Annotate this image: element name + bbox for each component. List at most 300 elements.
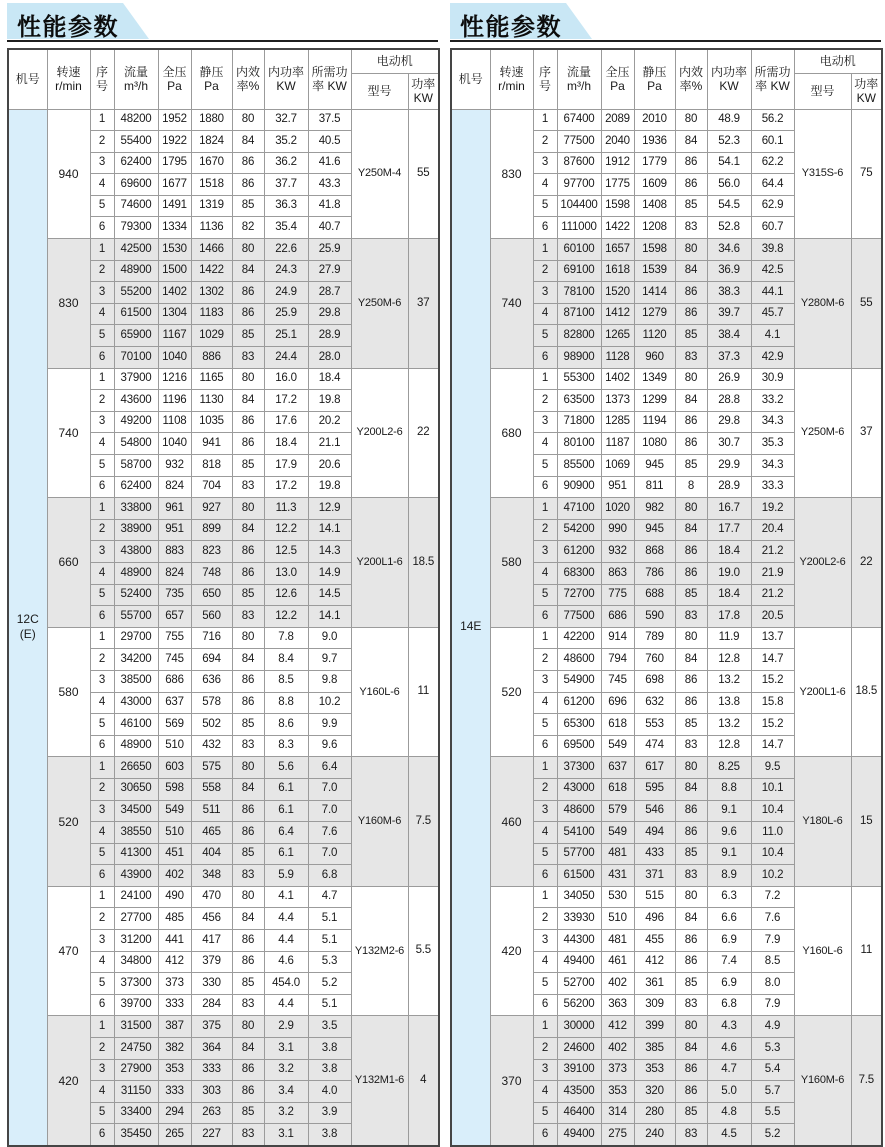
cell-static-pressure: 465 (191, 822, 232, 844)
cell-total-pressure: 363 (601, 994, 634, 1016)
cell-efficiency: 83 (675, 735, 707, 757)
cell-total-pressure: 402 (601, 973, 634, 995)
cell-speed: 520 (47, 757, 90, 887)
section-title: 性能参数 (17, 14, 119, 41)
cell-static-pressure: 823 (191, 541, 232, 563)
cell-speed: 830 (47, 239, 90, 369)
cell-efficiency: 80 (232, 627, 264, 649)
cell-motor-model: Y250M-4 (351, 109, 408, 239)
cell-static-pressure: 704 (191, 476, 232, 498)
cell-required-power: 3.8 (308, 1059, 351, 1081)
cell-static-pressure: 694 (191, 649, 232, 671)
cell-internal-power: 30.7 (707, 433, 751, 455)
cell-required-power: 64.4 (751, 174, 794, 196)
cell-static-pressure: 1349 (634, 368, 675, 390)
cell-internal-power: 7.4 (707, 951, 751, 973)
cell-efficiency: 84 (675, 519, 707, 541)
cell-total-pressure: 657 (158, 606, 191, 628)
cell-motor-power: 22 (408, 368, 439, 498)
cell-efficiency: 80 (232, 886, 264, 908)
cell-required-power: 3.8 (308, 1124, 351, 1146)
cell-flow: 33930 (557, 908, 601, 930)
cell-internal-power: 29.8 (707, 411, 751, 433)
col-header-required-power: 所需功 率 KW (308, 49, 351, 109)
cell-flow: 48900 (114, 735, 158, 757)
cell-speed: 470 (47, 886, 90, 1016)
cell-required-power: 5.1 (308, 908, 351, 930)
cell-flow: 61500 (114, 303, 158, 325)
cell-flow: 48900 (114, 260, 158, 282)
cell-efficiency: 86 (232, 433, 264, 455)
cell-seq: 4 (90, 562, 114, 584)
cell-efficiency: 83 (232, 994, 264, 1016)
cell-static-pressure: 1080 (634, 433, 675, 455)
cell-total-pressure: 402 (158, 865, 191, 887)
cell-required-power: 5.3 (751, 1038, 794, 1060)
cell-seq: 5 (90, 195, 114, 217)
cell-required-power: 14.7 (751, 735, 794, 757)
cell-flow: 49400 (557, 951, 601, 973)
cell-required-power: 14.1 (308, 606, 351, 628)
cell-seq: 6 (90, 606, 114, 628)
cell-required-power: 37.5 (308, 109, 351, 131)
cell-seq: 1 (533, 757, 557, 779)
cell-required-power: 14.5 (308, 584, 351, 606)
cell-total-pressure: 412 (158, 951, 191, 973)
cell-static-pressure: 240 (634, 1124, 675, 1146)
cell-static-pressure: 1824 (191, 131, 232, 153)
cell-internal-power: 8.6 (264, 714, 308, 736)
cell-efficiency: 86 (675, 1081, 707, 1103)
cell-static-pressure: 941 (191, 433, 232, 455)
cell-motor-model: Y160L-6 (351, 627, 408, 757)
cell-total-pressure: 1108 (158, 411, 191, 433)
table-row (451, 757, 882, 779)
table-row (8, 886, 439, 908)
cell-internal-power: 36.3 (264, 195, 308, 217)
cell-internal-power: 6.9 (707, 930, 751, 952)
cell-efficiency: 86 (675, 692, 707, 714)
cell-static-pressure: 433 (634, 843, 675, 865)
cell-flow: 26650 (114, 757, 158, 779)
cell-total-pressure: 373 (158, 973, 191, 995)
cell-seq: 3 (90, 800, 114, 822)
table-row (451, 1016, 882, 1038)
cell-internal-power: 38.4 (707, 325, 751, 347)
cell-flow: 34800 (114, 951, 158, 973)
cell-internal-power: 12.8 (707, 649, 751, 671)
cell-flow: 98900 (557, 347, 601, 369)
cell-efficiency: 84 (232, 131, 264, 153)
section-title-block (450, 3, 881, 45)
cell-internal-power: 6.4 (264, 822, 308, 844)
cell-static-pressure: 688 (634, 584, 675, 606)
cell-required-power: 5.1 (308, 994, 351, 1016)
cell-motor-power: 11 (408, 627, 439, 757)
cell-flow: 111000 (557, 217, 601, 239)
cell-flow: 65900 (114, 325, 158, 347)
cell-seq: 5 (533, 325, 557, 347)
cell-static-pressure: 945 (634, 455, 675, 477)
cell-seq: 6 (533, 994, 557, 1016)
cell-motor-power: 18.5 (851, 627, 882, 757)
cell-internal-power: 36.2 (264, 152, 308, 174)
cell-seq: 5 (90, 973, 114, 995)
cell-static-pressure: 379 (191, 951, 232, 973)
cell-flow: 35450 (114, 1124, 158, 1146)
cell-total-pressure: 1187 (601, 433, 634, 455)
cell-internal-power: 39.7 (707, 303, 751, 325)
cell-flow: 34500 (114, 800, 158, 822)
cell-internal-power: 12.5 (264, 541, 308, 563)
col-header-flow: 流量 m³/h (557, 49, 601, 109)
cell-total-pressure: 333 (158, 994, 191, 1016)
col-header-machine: 机号 (8, 49, 47, 109)
col-header-static-pressure: 静压 Pa (634, 49, 675, 109)
cell-seq: 5 (90, 455, 114, 477)
cell-static-pressure: 698 (634, 670, 675, 692)
cell-required-power: 44.1 (751, 282, 794, 304)
cell-static-pressure: 960 (634, 347, 675, 369)
cell-required-power: 40.5 (308, 131, 351, 153)
col-header-motor: 电动机 (794, 49, 882, 73)
col-header-internal-power: 内功率 KW (264, 49, 308, 109)
cell-internal-power: 4.4 (264, 930, 308, 952)
cell-motor-power: 37 (408, 239, 439, 369)
cell-flow: 80100 (557, 433, 601, 455)
cell-seq: 5 (90, 325, 114, 347)
cell-seq: 1 (533, 368, 557, 390)
col-header-seq: 序 号 (90, 49, 114, 109)
cell-total-pressure: 353 (601, 1081, 634, 1103)
col-header-required-power: 所需功 率 KW (751, 49, 794, 109)
cell-flow: 87600 (557, 152, 601, 174)
cell-flow: 62400 (114, 152, 158, 174)
cell-static-pressure: 868 (634, 541, 675, 563)
cell-internal-power: 36.9 (707, 260, 751, 282)
cell-required-power: 12.9 (308, 498, 351, 520)
cell-seq: 3 (533, 670, 557, 692)
performance-table-wrap-12ce (7, 48, 438, 1147)
cell-internal-power: 13.8 (707, 692, 751, 714)
cell-seq: 5 (533, 455, 557, 477)
col-header-seq: 序 号 (533, 49, 557, 109)
cell-efficiency: 8 (675, 476, 707, 498)
cell-internal-power: 25.1 (264, 325, 308, 347)
cell-seq: 4 (90, 174, 114, 196)
cell-required-power: 34.3 (751, 455, 794, 477)
cell-total-pressure: 510 (158, 735, 191, 757)
cell-required-power: 7.6 (751, 908, 794, 930)
cell-required-power: 5.5 (751, 1102, 794, 1124)
cell-seq: 5 (90, 714, 114, 736)
cell-flow: 42200 (557, 627, 601, 649)
cell-motor-model: Y132M1-6 (351, 1016, 408, 1146)
cell-flow: 87100 (557, 303, 601, 325)
cell-seq: 3 (90, 411, 114, 433)
cell-internal-power: 3.2 (264, 1102, 308, 1124)
performance-table (450, 48, 883, 1147)
cell-internal-power: 17.9 (264, 455, 308, 477)
header-row (451, 49, 882, 73)
cell-required-power: 35.3 (751, 433, 794, 455)
cell-flow: 34200 (114, 649, 158, 671)
cell-flow: 41300 (114, 843, 158, 865)
cell-flow: 37300 (114, 973, 158, 995)
cell-efficiency: 86 (675, 303, 707, 325)
cell-total-pressure: 618 (601, 714, 634, 736)
cell-efficiency: 86 (675, 800, 707, 822)
cell-static-pressure: 760 (634, 649, 675, 671)
cell-flow: 55700 (114, 606, 158, 628)
cell-speed: 420 (490, 886, 533, 1016)
cell-internal-power: 18.4 (264, 433, 308, 455)
cell-required-power: 27.9 (308, 260, 351, 282)
cell-total-pressure: 686 (158, 670, 191, 692)
cell-internal-power: 12.8 (707, 735, 751, 757)
cell-internal-power: 38.3 (707, 282, 751, 304)
cell-flow: 31500 (114, 1016, 158, 1038)
cell-efficiency: 80 (675, 627, 707, 649)
cell-static-pressure: 1302 (191, 282, 232, 304)
cell-speed: 520 (490, 627, 533, 757)
cell-flow: 34050 (557, 886, 601, 908)
table-row (451, 109, 882, 131)
cell-efficiency: 86 (675, 282, 707, 304)
cell-internal-power: 25.9 (264, 303, 308, 325)
cell-seq: 6 (90, 1124, 114, 1146)
cell-seq: 2 (533, 778, 557, 800)
cell-seq: 6 (533, 1124, 557, 1146)
cell-efficiency: 86 (232, 411, 264, 433)
cell-internal-power: 54.1 (707, 152, 751, 174)
cell-motor-model: Y250M-6 (794, 368, 851, 498)
cell-seq: 4 (533, 174, 557, 196)
cell-required-power: 7.6 (308, 822, 351, 844)
table-row (8, 1016, 439, 1038)
cell-efficiency: 83 (675, 217, 707, 239)
cell-static-pressure: 553 (634, 714, 675, 736)
cell-static-pressure: 364 (191, 1038, 232, 1060)
cell-seq: 1 (90, 239, 114, 261)
cell-internal-power: 17.6 (264, 411, 308, 433)
cell-seq: 4 (90, 822, 114, 844)
cell-internal-power: 22.6 (264, 239, 308, 261)
cell-static-pressure: 1319 (191, 195, 232, 217)
cell-seq: 6 (90, 994, 114, 1016)
cell-internal-power: 8.8 (264, 692, 308, 714)
cell-flow: 74600 (114, 195, 158, 217)
cell-required-power: 4.7 (308, 886, 351, 908)
cell-efficiency: 84 (232, 260, 264, 282)
cell-motor-model: Y200L1-6 (351, 498, 408, 628)
cell-efficiency: 80 (232, 1016, 264, 1038)
cell-required-power: 29.8 (308, 303, 351, 325)
cell-static-pressure: 280 (634, 1102, 675, 1124)
cell-efficiency: 86 (675, 562, 707, 584)
cell-required-power: 41.8 (308, 195, 351, 217)
cell-static-pressure: 748 (191, 562, 232, 584)
cell-static-pressure: 496 (634, 908, 675, 930)
cell-motor-model: Y315S-6 (794, 109, 851, 239)
cell-flow: 97700 (557, 174, 601, 196)
cell-total-pressure: 735 (158, 584, 191, 606)
cell-static-pressure: 375 (191, 1016, 232, 1038)
cell-flow: 63500 (557, 390, 601, 412)
cell-efficiency: 86 (675, 411, 707, 433)
cell-required-power: 14.3 (308, 541, 351, 563)
cell-static-pressure: 404 (191, 843, 232, 865)
cell-total-pressure: 1952 (158, 109, 191, 131)
cell-efficiency: 84 (675, 1038, 707, 1060)
performance-table (7, 48, 440, 1147)
cell-internal-power: 16.0 (264, 368, 308, 390)
cell-internal-power: 4.1 (264, 886, 308, 908)
cell-static-pressure: 1880 (191, 109, 232, 131)
cell-efficiency: 83 (675, 1124, 707, 1146)
cell-total-pressure: 1795 (158, 152, 191, 174)
cell-internal-power: 8.5 (264, 670, 308, 692)
cell-efficiency: 80 (675, 239, 707, 261)
cell-flow: 65300 (557, 714, 601, 736)
cell-flow: 48600 (557, 800, 601, 822)
cell-flow: 27900 (114, 1059, 158, 1081)
cell-required-power: 19.8 (308, 390, 351, 412)
cell-flow: 61200 (557, 692, 601, 714)
cell-internal-power: 11.3 (264, 498, 308, 520)
cell-total-pressure: 961 (158, 498, 191, 520)
cell-efficiency: 86 (675, 433, 707, 455)
col-header-total-pressure: 全压 Pa (601, 49, 634, 109)
table-row (451, 239, 882, 261)
cell-efficiency: 85 (675, 325, 707, 347)
col-header-motor-power: 功率 KW (851, 73, 882, 109)
cell-required-power: 9.7 (308, 649, 351, 671)
cell-required-power: 4.1 (751, 325, 794, 347)
cell-internal-power: 52.3 (707, 131, 751, 153)
cell-static-pressure: 1414 (634, 282, 675, 304)
cell-static-pressure: 1609 (634, 174, 675, 196)
cell-internal-power: 17.8 (707, 606, 751, 628)
cell-efficiency: 80 (675, 757, 707, 779)
cell-flow: 68300 (557, 562, 601, 584)
cell-internal-power: 3.4 (264, 1081, 308, 1103)
cell-flow: 57700 (557, 843, 601, 865)
cell-flow: 43500 (557, 1081, 601, 1103)
cell-flow: 61500 (557, 865, 601, 887)
cell-efficiency: 80 (232, 757, 264, 779)
cell-total-pressure: 1598 (601, 195, 634, 217)
cell-required-power: 9.6 (308, 735, 351, 757)
cell-seq: 4 (533, 1081, 557, 1103)
cell-total-pressure: 1912 (601, 152, 634, 174)
cell-total-pressure: 2089 (601, 109, 634, 131)
cell-motor-power: 75 (851, 109, 882, 239)
cell-efficiency: 83 (675, 865, 707, 887)
cell-seq: 5 (533, 195, 557, 217)
cell-efficiency: 85 (232, 195, 264, 217)
cell-internal-power: 37.3 (707, 347, 751, 369)
cell-flow: 55300 (557, 368, 601, 390)
cell-required-power: 10.2 (308, 692, 351, 714)
cell-flow: 39100 (557, 1059, 601, 1081)
cell-motor-model: Y132M2-6 (351, 886, 408, 1016)
cell-static-pressure: 353 (634, 1059, 675, 1081)
cell-total-pressure: 2040 (601, 131, 634, 153)
cell-seq: 3 (533, 1059, 557, 1081)
cell-flow: 90900 (557, 476, 601, 498)
cell-required-power: 60.1 (751, 131, 794, 153)
cell-total-pressure: 1530 (158, 239, 191, 261)
cell-static-pressure: 1130 (191, 390, 232, 412)
cell-internal-power: 11.9 (707, 627, 751, 649)
cell-motor-power: 22 (851, 498, 882, 628)
cell-internal-power: 28.9 (707, 476, 751, 498)
cell-seq: 6 (90, 865, 114, 887)
cell-required-power: 10.4 (751, 800, 794, 822)
cell-flow: 38900 (114, 519, 158, 541)
cell-internal-power: 4.6 (264, 951, 308, 973)
cell-required-power: 7.9 (751, 994, 794, 1016)
cell-speed: 740 (47, 368, 90, 498)
cell-static-pressure: 1035 (191, 411, 232, 433)
cell-static-pressure: 2010 (634, 109, 675, 131)
cell-seq: 6 (90, 476, 114, 498)
cell-efficiency: 84 (675, 131, 707, 153)
cell-static-pressure: 361 (634, 973, 675, 995)
cell-efficiency: 83 (232, 735, 264, 757)
cell-efficiency: 80 (675, 368, 707, 390)
cell-seq: 3 (533, 282, 557, 304)
cell-required-power: 15.2 (751, 670, 794, 692)
cell-required-power: 4.9 (751, 1016, 794, 1038)
cell-efficiency: 84 (232, 649, 264, 671)
cell-internal-power: 454.0 (264, 973, 308, 995)
cell-static-pressure: 284 (191, 994, 232, 1016)
cell-static-pressure: 515 (634, 886, 675, 908)
cell-total-pressure: 951 (158, 519, 191, 541)
cell-required-power: 19.8 (308, 476, 351, 498)
cell-flow: 77500 (557, 131, 601, 153)
cell-seq: 2 (533, 519, 557, 541)
cell-speed: 740 (490, 239, 533, 369)
cell-flow: 54200 (557, 519, 601, 541)
cell-seq: 4 (533, 303, 557, 325)
cell-flow: 48900 (114, 562, 158, 584)
cell-total-pressure: 1412 (601, 303, 634, 325)
cell-total-pressure: 402 (601, 1038, 634, 1060)
cell-efficiency: 86 (232, 670, 264, 692)
cell-required-power: 41.6 (308, 152, 351, 174)
cell-flow: 46400 (557, 1102, 601, 1124)
cell-efficiency: 85 (232, 325, 264, 347)
cell-static-pressure: 590 (634, 606, 675, 628)
table-row (451, 886, 882, 908)
cell-required-power: 5.4 (751, 1059, 794, 1081)
cell-seq: 5 (90, 584, 114, 606)
cell-efficiency: 80 (232, 498, 264, 520)
cell-efficiency: 85 (232, 714, 264, 736)
cell-static-pressure: 811 (634, 476, 675, 498)
cell-total-pressure: 637 (601, 757, 634, 779)
cell-static-pressure: 927 (191, 498, 232, 520)
cell-total-pressure: 485 (158, 908, 191, 930)
cell-required-power: 5.2 (751, 1124, 794, 1146)
cell-required-power: 28.0 (308, 347, 351, 369)
cell-static-pressure: 1539 (634, 260, 675, 282)
cell-motor-power: 18.5 (408, 498, 439, 628)
cell-static-pressure: 470 (191, 886, 232, 908)
